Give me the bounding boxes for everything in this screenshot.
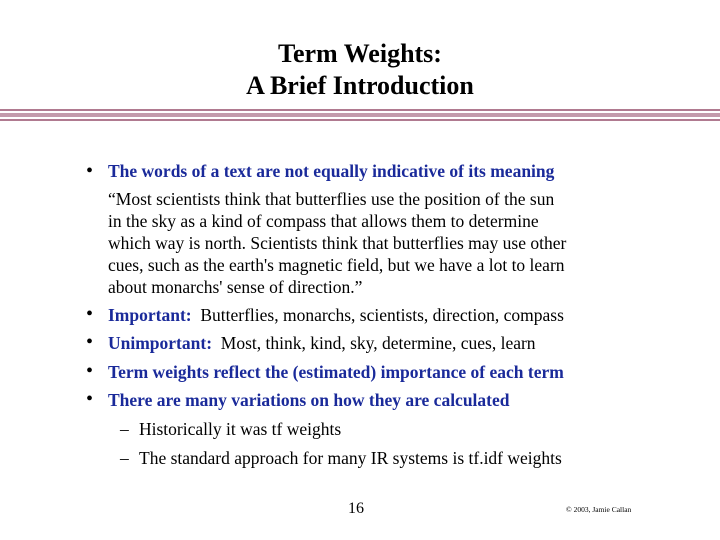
bullet-term-weights: Term weights reflect the (estimated) importance of each term: [108, 362, 564, 382]
bullet-meaning: The words of a text are not equally indicative of its meaning: [108, 161, 555, 181]
bullet-marker: •: [86, 388, 94, 410]
sub-bullet-dash: –: [120, 419, 129, 439]
quote-line: cues, such as the earth's magnetic field, but we have a lot to learn: [108, 255, 565, 275]
bullet-marker: •: [86, 160, 94, 182]
bullet-marker: •: [86, 331, 94, 353]
quote-line: “Most scientists think that butterflies use the position of the sun: [108, 189, 555, 209]
unimportant-label: Unimportant:: [108, 333, 213, 353]
bullet-unimportant: [108, 332, 536, 354]
important-terms: Butterflies, monarchs, scientists, direction, compass: [200, 305, 564, 325]
quote-line: which way is north. Scientists think that butterflies may use other: [108, 233, 567, 253]
unimportant-terms: Most, think, kind, sky, determine, cues, learn: [220, 333, 536, 353]
important-label: Important:: [108, 305, 192, 325]
sub-bullet-dash: –: [120, 448, 129, 468]
quote-line: about monarchs' sense of direction.”: [108, 277, 363, 297]
sub-bullet-standard: The standard approach for many IR systems is tf.idf weights: [139, 448, 562, 468]
bullet-variations: There are many variations on how they are calculated: [108, 390, 510, 410]
title-line-1: Term Weights:: [278, 39, 442, 68]
bullet-important: [108, 304, 564, 326]
sub-bullet-historical: Historically it was tf weights: [139, 419, 342, 439]
bullet-marker: •: [86, 360, 94, 382]
page-number: 16: [348, 500, 364, 517]
bullet-marker: •: [86, 303, 94, 325]
copyright-notice: © 2003, Jamie Callan: [566, 505, 632, 514]
title-line-2: A Brief Introduction: [246, 71, 474, 100]
quote-line: in the sky as a kind of compass that allows them to determine: [108, 211, 539, 231]
